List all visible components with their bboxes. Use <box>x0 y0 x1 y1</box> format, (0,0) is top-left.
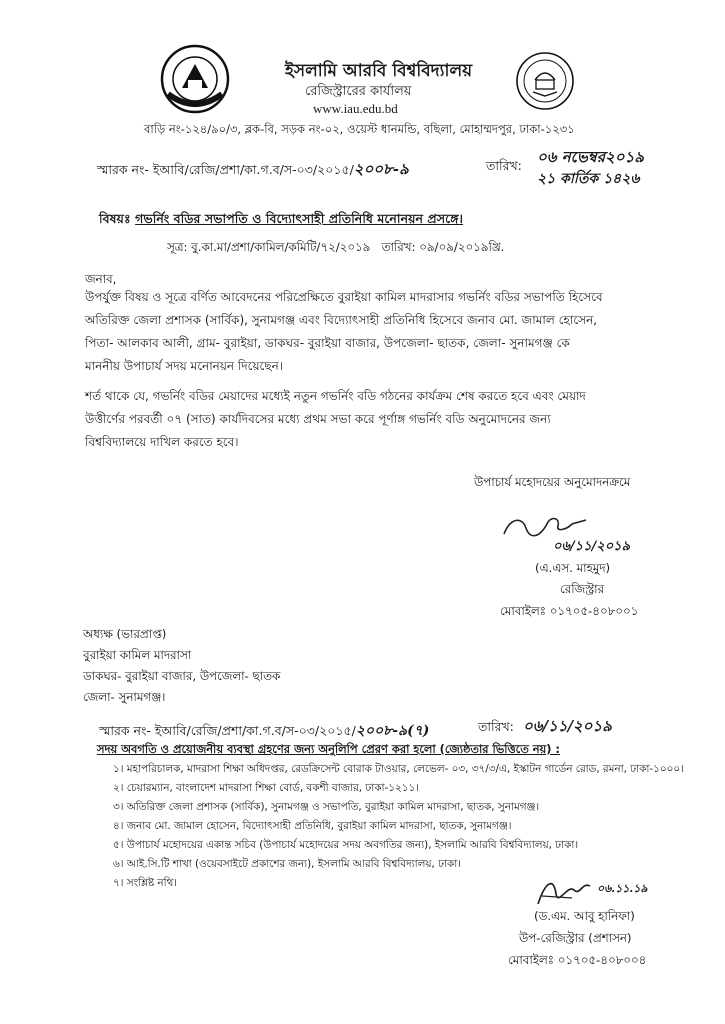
cc-item: ৭। সংশ্লিষ্ট নথি। <box>113 877 178 889</box>
paragraph-2-line: বিশ্ববিদ্যালয়ে দাখিল করতে হবে। <box>85 435 239 449</box>
paragraph-1-line: অতিরিক্ত জেলা প্রশাসক (সার্বিক), সুনামগঞ্জ এবং বিদ্যোৎসাহী প্রতিনিধি হিসেবে জনাব মো. জামাল হোসেন, <box>85 313 598 327</box>
paragraph-2-line: শর্ত থাকে যে, গভর্নিং বডির মেয়াদের মধ্যেই নতুন গভর্নিং বডি গঠনের কার্যক্রম শেষ করতে হবে এবং মেয়াদ <box>85 389 586 403</box>
cc-item: ৬। আই.সি.টি শাখা (ওয়েবসাইটে প্রকাশের জন্য), ইসলামি আরবি বিশ্ববিদ্যালয়, ঢাকা। <box>113 858 461 870</box>
registrar-sign-date: ০৬/১১/২০১৯ <box>553 539 631 554</box>
paragraph-1-line: পিতা- আলকাব আলী, গ্রাম- বুরাইয়া, ডাকঘর- বুরাইয়া বাজার, উপজেলা- ছাতক, জেলা- সুনামগঞ্জ কে <box>85 336 570 350</box>
memo-date-bangla: ২১ কার্তিক ১৪২৬ <box>537 171 640 187</box>
office-address: বাড়ি নং-১২৪/৯০/৩, ব্লক-বি, সড়ক নং-০২, ওয়েস্ট ধানমন্ডি, বছিলা, মোহাম্মদপুর, ঢাকা-১২৩১ <box>144 122 575 136</box>
recipient-line: জেলা- সুনামগঞ্জ। <box>83 690 166 704</box>
university-name: ইসলামি আরবি বিশ্ববিদ্যালয় <box>285 61 473 81</box>
university-logo-left <box>160 44 230 114</box>
subject-line <box>99 211 463 231</box>
memo-ref-label: স্মারক নং- ইআবি/রেজি/প্রশা/কা.গ.ব/স-০৩/২০১৫/ <box>97 162 354 177</box>
deputy-registrar-signature <box>532 876 602 910</box>
recipient-line: বুরাইয়া কামিল মাদরাসা <box>83 648 192 662</box>
registrar-name: (এ.এস. মাহমুদ) <box>535 561 611 575</box>
memo-reference <box>97 158 409 183</box>
deputy-registrar-name: (ড.এম. আবু হানিফা) <box>534 909 635 923</box>
memo-ref-number: ২০০৮-৯ <box>353 160 409 178</box>
approval-note: উপাচার্য মহোদয়ের অনুমোদনক্রমে <box>474 475 631 489</box>
cc-item: ৩। অতিরিক্ত জেলা প্রশাসক (সার্বিক), সুনামগঞ্জ ও সভাপতি, বুরাইয়া কামিল মাদরাসা, ছাতক, সুনামগঞ্জ। <box>113 801 540 813</box>
memo2-reference <box>99 719 429 743</box>
memo-date-label: তারিখ: <box>486 158 522 173</box>
cc-item: ৪। জনাব মো. জামাল হোসেন, বিদ্যোৎসাহী প্রতিনিধি, বুরাইয়া কামিল মাদরাসা, ছাতক, সুনামগঞ্জ। <box>113 820 512 832</box>
cc-item: ১। মহাপরিচালক, মাদরাসা শিক্ষা অধিদপ্তর, রেডক্রিসেন্ট বোরাক টাওয়ার, লেভেল- ০৩, ৩৭/৩/এ, ইস্কাটন গার্ডেন রোড, রমনা, ঢাকা-১০০০। <box>113 763 684 775</box>
university-logo-right <box>515 50 575 112</box>
salutation: জনাব, <box>85 272 117 286</box>
memo-date-english: ০৬ নভেম্বর২০১৯ <box>537 148 644 166</box>
source-text: সূত্র: বু.কা.মা/প্রশা/কামিল/কমিটি/৭২/২০১৯ <box>167 240 371 254</box>
recipient-line: অধ্যক্ষ (ভারপ্রাপ্ত) <box>83 627 167 641</box>
paragraph-1-line: উপর্যুক্ত বিষয় ও সূত্রে বর্ণিত আবেদনের পরিপ্রেক্ষিতে বুরাইয়া কামিল মাদরাসার গভর্নিং বডির সভাপতি হিসেবে <box>85 290 603 304</box>
recipient-line: ডাকঘর- বুরাইয়া বাজার, উপজেলা- ছাতক <box>83 669 281 683</box>
deputy-registrar-mobile: মোবাইলঃ ০১৭০৫-৪০৮০০৪ <box>508 953 647 967</box>
subject-label: বিষয়ঃ <box>99 211 131 226</box>
recipient-block <box>83 624 280 708</box>
cc-item: ২। চেয়ারম্যান, বাংলাদেশ মাদরাসা শিক্ষা বোর্ড, বকশী বাজার, ঢাকা-১২১১। <box>113 782 419 794</box>
deputy-registrar-title: উপ-রেজিস্ট্রার (প্রশাসন) <box>519 931 632 945</box>
cc-item: ৫। উপাচার্য মহোদয়ের একান্ত সচিব (উপাচার্য মহোদয়ের সদয় অবগতির জন্য), ইসলামি আরবি বিশ্ববিদ্যালয়, ঢাকা। <box>113 839 579 851</box>
cc-heading: সদয় অবগতি ও প্রয়োজনীয় ব্যবস্থা গ্রহণের জন্য অনুলিপি প্রেরণ করা হলো (জ্যেষ্ঠতার ভিত্তিতে নয়) : <box>97 742 560 756</box>
subject-text: গভর্নিং বডির সভাপতি ও বিদ্যোৎসাহী প্রতিনিধি মনোনয়ন প্রসঙ্গে। <box>135 211 464 226</box>
source-date: তারিখ: ০৯/০৯/২০১৯খ্রি. <box>381 240 505 254</box>
memo2-ref-number: ২০০৮-৯(৭) <box>355 723 430 739</box>
memo2-ref-label: স্মারক নং- ইআবি/রেজি/প্রশা/কা.গ.ব/স-০৩/২০১৫/ <box>99 723 356 738</box>
memo2-date: ০৬/১১/২০১৯ <box>523 717 612 735</box>
memo2-date-label: তারিখ: <box>478 719 514 734</box>
paragraph-2 <box>85 385 681 454</box>
registrar-mobile: মোবাইলঃ ০১৭০৫-৪০৮০০১ <box>500 604 639 618</box>
office-name: রেজিস্ট্রারের কার্যালয় <box>305 84 412 99</box>
paragraph-1 <box>85 286 681 378</box>
registrar-title: রেজিস্ট্রার <box>560 582 605 596</box>
paragraph-1-line: মাননীয় উপাচার্য সদয় মনোনয়ন দিয়েছেন। <box>85 359 284 373</box>
website-link[interactable]: www.iau.edu.bd <box>313 101 398 116</box>
deputy-registrar-sign-date: ০৬.১১.১৯ <box>597 882 648 895</box>
source-reference <box>167 238 504 258</box>
paragraph-2-line: উত্তীর্ণের পরবর্তী ০৭ (সাত) কার্যদিবসের মধ্যে প্রথম সভা করে পূর্ণাঙ্গ গভর্নিং বডি অনুমোদনের জন্য <box>85 412 551 426</box>
